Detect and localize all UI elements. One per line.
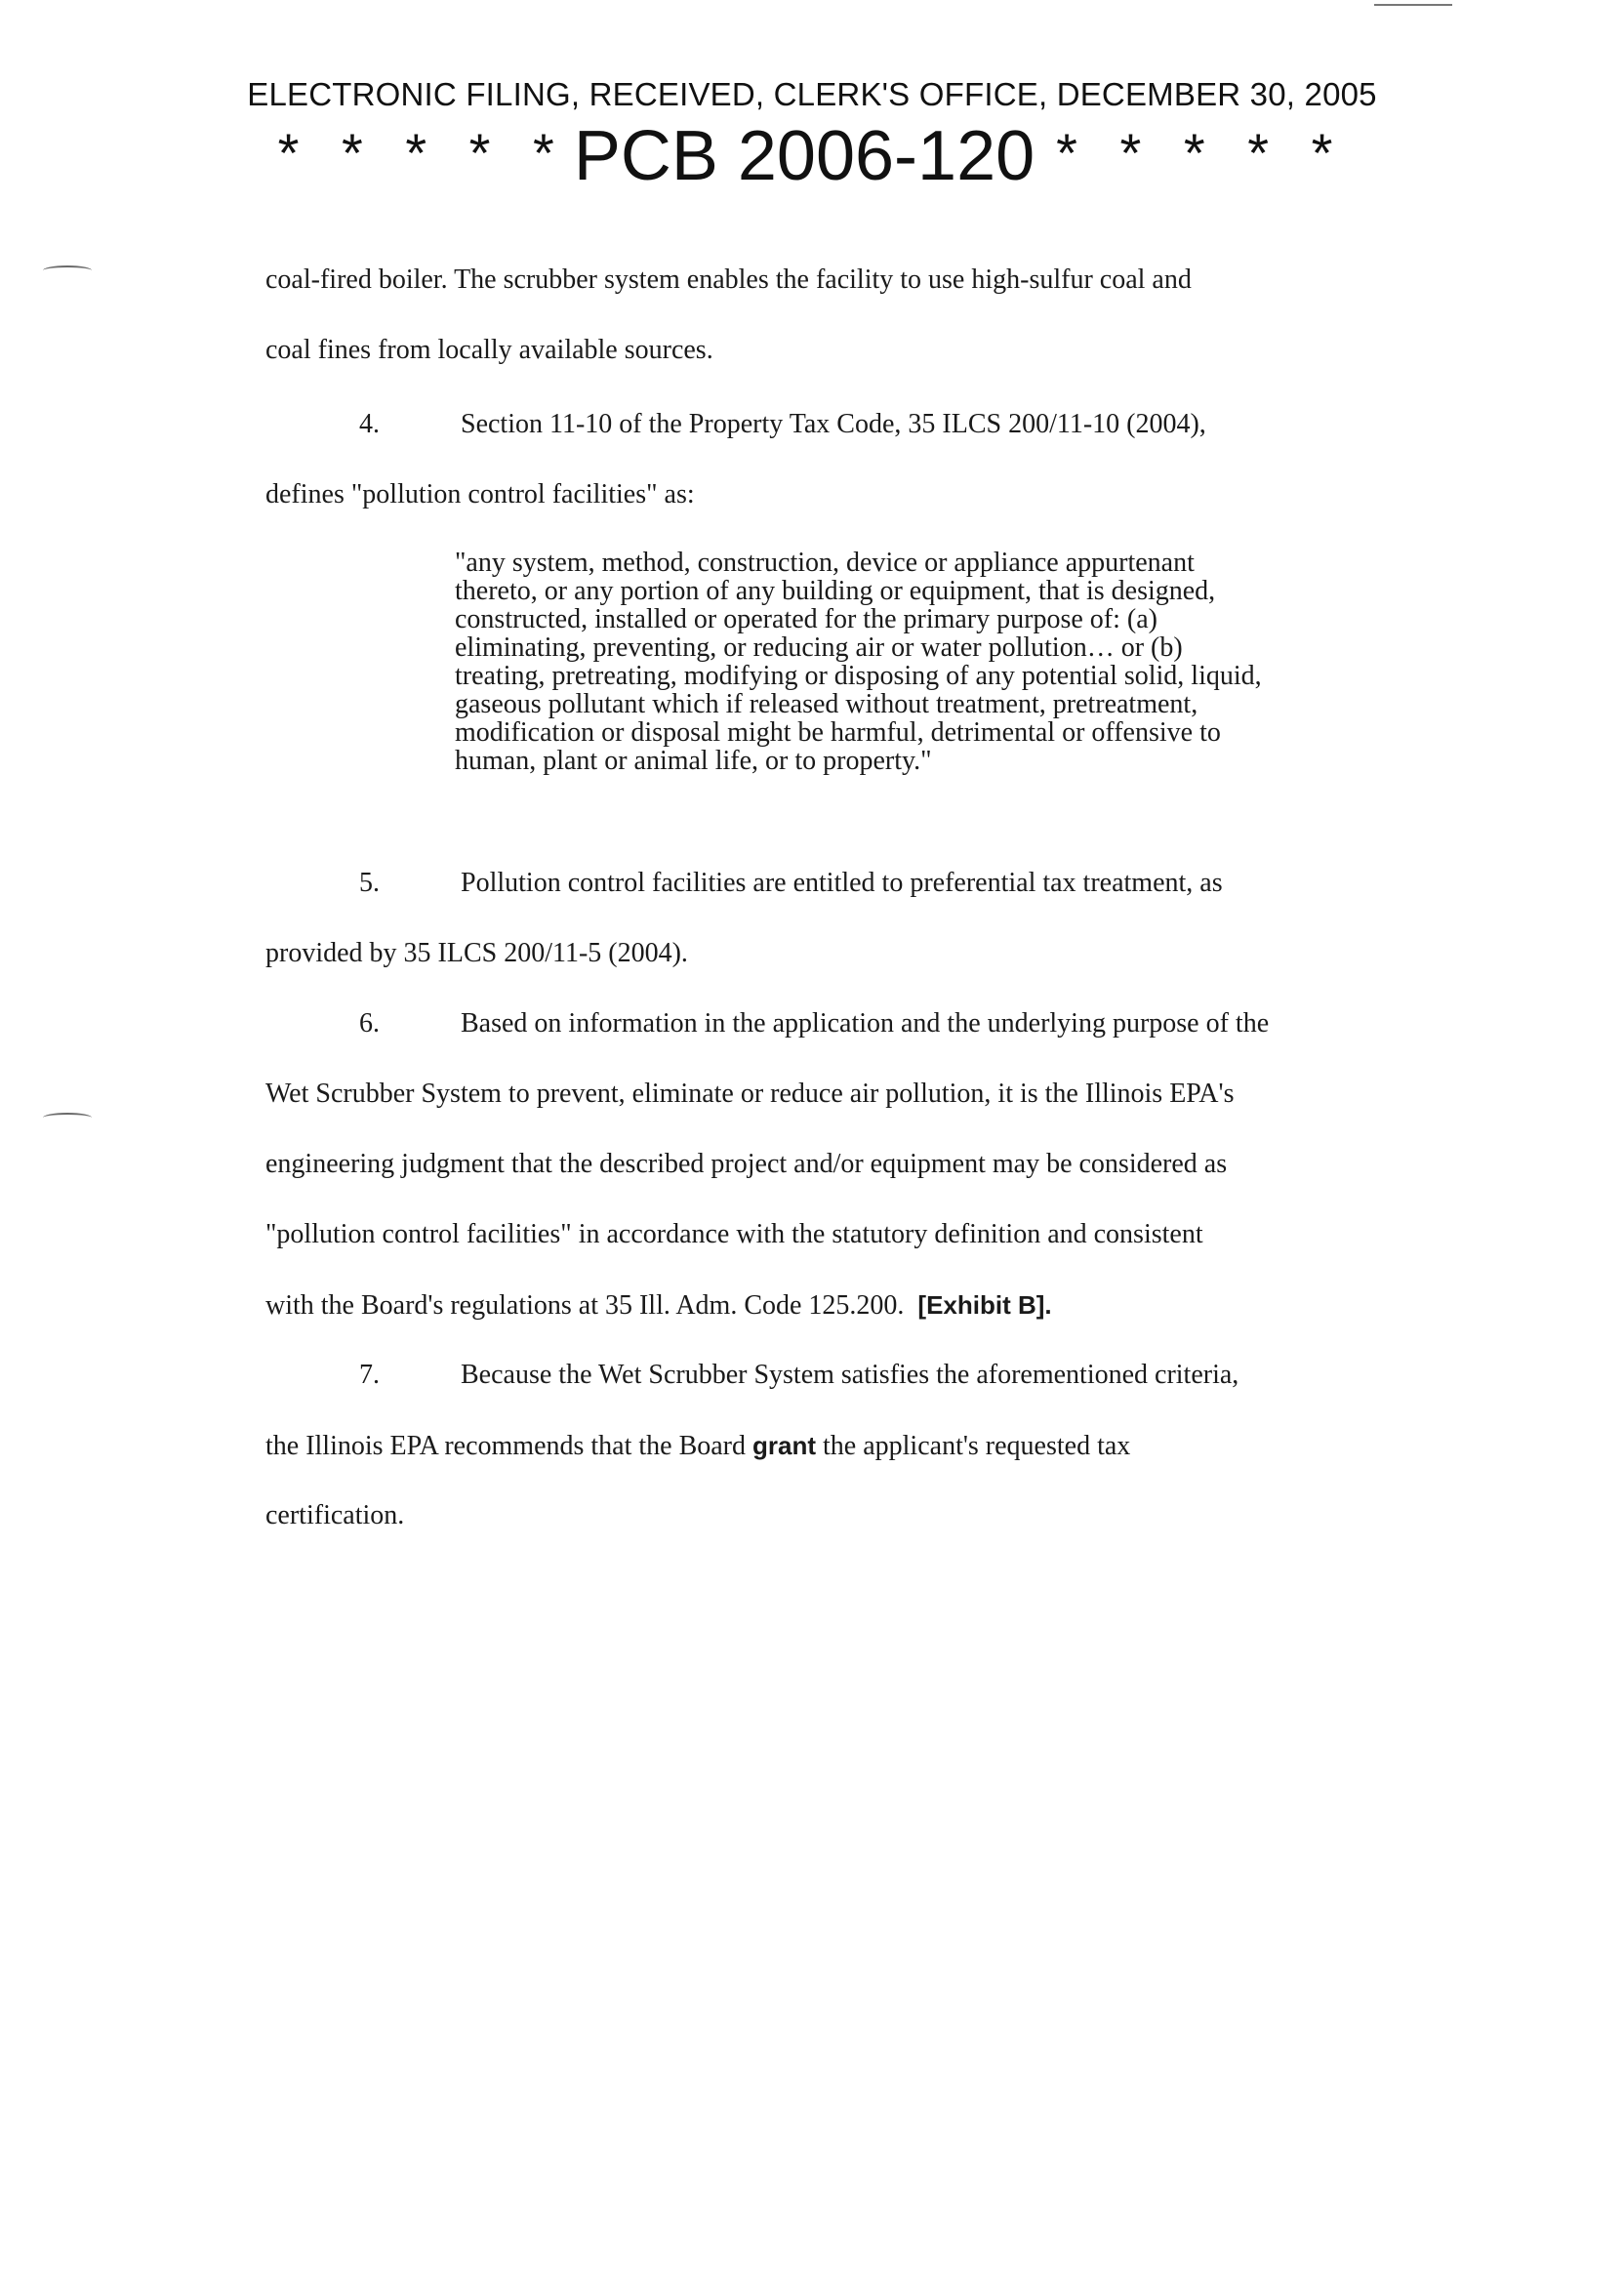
quote-line: eliminating, preventing, or reducing air or water pollution… or (b) [455,632,1183,663]
paragraph-7-text: Because the Wet Scrubber System satisfies the aforementioned criteria, [461,1360,1239,1390]
quote-line: constructed, installed or operated for the primary purpose of: (a) [455,604,1157,634]
paragraph-6-line-3: engineering judgment that the described project and/or equipment may be considered as [265,1149,1228,1179]
paragraph-3-line-2: coal fines from locally available sources. [265,335,713,365]
quote-line: human, plant or animal life, or to property." [455,746,932,776]
paragraph-3-line-1: coal-fired boiler. The scrubber system enables the facility to use high-sulfur coal and [265,265,1192,295]
paragraph-4-text: Section 11-10 of the Property Tax Code, 35 ILCS 200/11-10 (2004), [461,409,1206,439]
paragraph-7-line-3: certification. [265,1500,405,1530]
paragraph-6-text-end: with the Board's regulations at 35 Ill. Adm. Code 125.200. [265,1290,918,1321]
paragraph-5-line-2: provided by 35 ILCS 200/11-5 (2004). [265,938,688,968]
quote-line: modification or disposal might be harmful, detrimental or offensive to [455,717,1221,748]
filing-stamp: ELECTRONIC FILING, RECEIVED, CLERK'S OFFICE, DECEMBER 30, 2005 [247,76,1377,112]
paragraph-5-line-1 [265,867,1388,900]
paragraph-7-text-pre: the Illinois EPA recommends that the Board [265,1431,753,1461]
paragraph-7-number: 7. [359,1360,380,1390]
paragraph-7-line-1 [265,1359,1388,1392]
paragraph-5-text: Pollution control facilities are entitled to preferential tax treatment, as [461,868,1223,898]
paragraph-6-line-5 [265,1288,1388,1323]
paragraph-6-line-4: "pollution control facilities" in accordance with the statutory definition and consistent [265,1219,1203,1249]
scan-artifact-line [1374,4,1452,6]
stars-right: * * * * * [1056,122,1347,183]
case-number-banner [0,109,1624,200]
paragraph-4-line-1 [265,408,1388,441]
paragraph-4-number: 4. [359,409,380,439]
statutory-quote [455,549,1392,775]
quote-line: treating, pretreating, modifying or disposing of any potential solid, liquid, [455,661,1262,691]
paragraph-5-number: 5. [359,868,380,898]
paragraph-6-text: Based on information in the application and the underlying purpose of the [461,1008,1270,1039]
exhibit-reference: [Exhibit B]. [917,1290,1052,1320]
paragraph-4-line-2: defines "pollution control facilities" as: [265,479,695,509]
scan-speck [43,1113,92,1122]
quote-line: thereto, or any portion of any building or equipment, that is designed, [455,576,1216,606]
paragraph-6-line-2: Wet Scrubber System to prevent, eliminate or reduce air pollution, it is the Illinois EPA's [265,1079,1235,1109]
paragraph-7-text-post: the applicant's requested tax [816,1431,1131,1461]
scan-speck [43,265,92,275]
quote-line: gaseous pollutant which if released without treatment, pretreatment, [455,689,1198,719]
quote-line: "any system, method, construction, device or appliance appurtenant [455,548,1195,578]
paragraph-6-line-1 [265,1007,1388,1040]
paragraph-6-number: 6. [359,1008,380,1039]
stars-left: * * * * * [277,122,568,183]
paragraph-7-line-2 [265,1429,1388,1463]
case-number: PCB 2006-120 [573,117,1035,195]
recommendation-grant: grant [752,1431,817,1460]
